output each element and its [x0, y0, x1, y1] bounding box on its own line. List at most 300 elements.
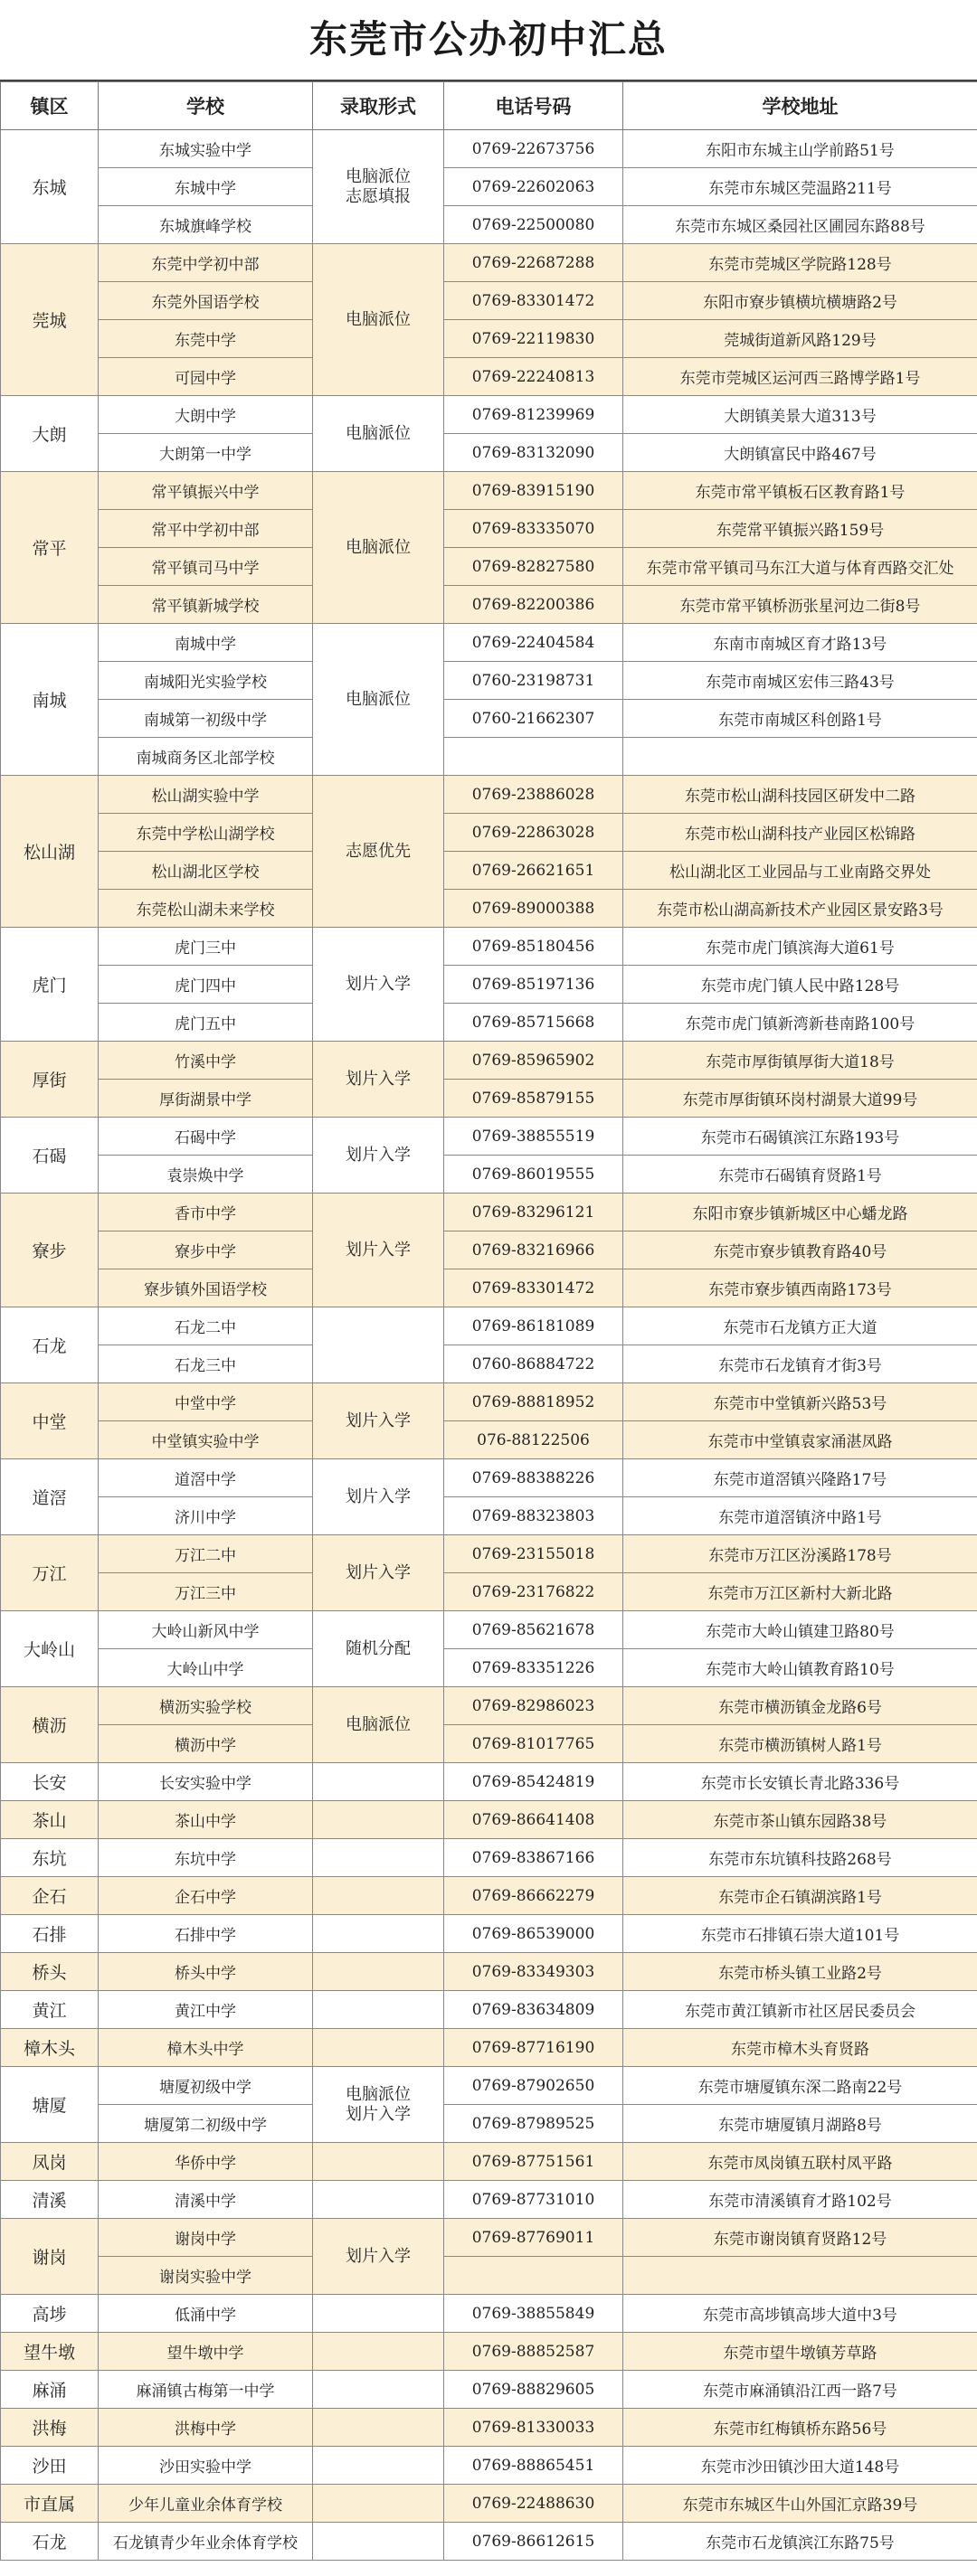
phone-cell: 0769-83301472 [444, 1269, 623, 1307]
town-cell: 塘厦 [1, 2067, 99, 2143]
town-cell: 长安 [1, 1763, 99, 1801]
phone-cell: 0769-22673756 [444, 130, 623, 168]
school-cell: 大岭山新风中学 [99, 1611, 313, 1649]
address-cell: 东莞市黄江镇新市社区居民委员会 [623, 1991, 977, 2029]
admission-method-cell [313, 2143, 444, 2181]
address-cell: 东莞市望牛墩镇芳草路 [623, 2333, 977, 2371]
table-row [1, 320, 977, 358]
town-cell: 中堂 [1, 1383, 99, 1459]
town-group [1, 2447, 977, 2485]
town-cell: 石龙 [1, 1307, 99, 1383]
town-group [1, 472, 977, 624]
table-row [1, 1763, 977, 1801]
school-cell: 常平镇新城学校 [99, 586, 313, 624]
address-cell: 东莞市道滘镇兴隆路17号 [623, 1459, 977, 1497]
table-row [1, 1231, 977, 1269]
address-cell: 大朗镇美景大道313号 [623, 396, 977, 434]
table-row [1, 1004, 977, 1042]
address-cell: 东莞市虎门镇滨海大道61号 [623, 928, 977, 966]
school-cell: 大朗中学 [99, 396, 313, 434]
town-group [1, 2067, 977, 2143]
admission-method-cell [313, 1763, 444, 1801]
admission-method-cell [313, 1991, 444, 2029]
school-cell: 望牛墩中学 [99, 2333, 313, 2371]
admission-method-cell [313, 1839, 444, 1877]
town-group [1, 1991, 977, 2029]
address-cell: 东莞市南城区科创路1号 [623, 700, 977, 738]
admission-method-cell [313, 2029, 444, 2067]
town-cell: 黄江 [1, 1991, 99, 2029]
school-cell: 黄江中学 [99, 1991, 313, 2029]
admission-method-cell [313, 1307, 444, 1383]
town-cell: 凤岗 [1, 2143, 99, 2181]
address-cell [623, 738, 977, 776]
phone-cell: 0769-88388226 [444, 1459, 623, 1497]
address-cell: 东莞市中堂镇袁家涌湛凤路 [623, 1421, 977, 1459]
school-cell: 东坑中学 [99, 1839, 313, 1877]
table-row [1, 662, 977, 700]
admission-method-cell: 划片入学 [313, 1459, 444, 1535]
table-row [1, 1383, 977, 1421]
school-cell: 东莞中学初中部 [99, 244, 313, 282]
phone-cell [444, 738, 623, 776]
town-cell: 谢岗 [1, 2219, 99, 2295]
town-cell: 望牛墩 [1, 2333, 99, 2371]
table-row [1, 2143, 977, 2181]
school-cell: 少年儿童业余体育学校 [99, 2485, 313, 2523]
school-cell: 谢岗中学 [99, 2219, 313, 2257]
school-cell: 中堂中学 [99, 1383, 313, 1421]
table-row [1, 358, 977, 396]
phone-cell: 0769-83349303 [444, 1953, 623, 1991]
phone-cell: 0769-88865451 [444, 2447, 623, 2485]
phone-cell: 0769-88323803 [444, 1497, 623, 1535]
table-row [1, 776, 977, 814]
town-group [1, 244, 977, 396]
address-cell: 东莞市横沥镇金龙路6号 [623, 1687, 977, 1725]
phone-cell: 076-88122506 [444, 1421, 623, 1459]
phone-cell: 0769-86019555 [444, 1156, 623, 1194]
town-group [1, 2029, 977, 2067]
header-school: 学校 [99, 82, 313, 130]
address-cell: 东莞市樟木头育贤路 [623, 2029, 977, 2067]
school-cell: 长安实验中学 [99, 1763, 313, 1801]
admission-method-cell [313, 2447, 444, 2485]
address-cell: 东莞市莞城区运河西三路博学路1号 [623, 358, 977, 396]
school-cell: 虎门五中 [99, 1004, 313, 1042]
phone-cell: 0769-87716190 [444, 2029, 623, 2067]
town-cell: 南城 [1, 624, 99, 776]
town-group [1, 2219, 977, 2295]
admission-method-cell: 划片入学 [313, 1194, 444, 1307]
admission-method-cell: 电脑派位 [313, 244, 444, 396]
address-cell: 东莞市企石镇湖滨路1号 [623, 1877, 977, 1915]
phone-cell: 0769-87751561 [444, 2143, 623, 2181]
school-cell: 寮步镇外国语学校 [99, 1269, 313, 1307]
table-row [1, 1535, 977, 1573]
town-cell: 大岭山 [1, 1611, 99, 1687]
address-cell: 东莞常平镇振兴路159号 [623, 510, 977, 548]
school-cell: 济川中学 [99, 1497, 313, 1535]
town-group [1, 2485, 977, 2523]
address-cell: 东莞市凤岗镇五联村凤平路 [623, 2143, 977, 2181]
school-cell: 石碣中学 [99, 1118, 313, 1156]
phone-cell: 0769-22602063 [444, 168, 623, 206]
school-cell: 石龙三中 [99, 1345, 313, 1383]
table-row [1, 2219, 977, 2257]
phone-cell: 0769-83351226 [444, 1649, 623, 1687]
town-group [1, 2409, 977, 2447]
address-cell: 东莞市东坑镇科技路268号 [623, 1839, 977, 1877]
admission-method-cell [313, 2181, 444, 2219]
school-cell: 万江三中 [99, 1573, 313, 1611]
address-cell: 东莞市石龙镇滨江东路75号 [623, 2523, 977, 2561]
admission-method-cell: 划片入学 [313, 1383, 444, 1459]
table-row [1, 1497, 977, 1535]
address-cell: 东莞市石龙镇育才街3号 [623, 1345, 977, 1383]
town-group [1, 2523, 977, 2561]
table-row [1, 1080, 977, 1118]
phone-cell: 0769-83132090 [444, 434, 623, 472]
phone-cell: 0769-38855519 [444, 1118, 623, 1156]
page-title: 东莞市公办初中汇总 [0, 0, 977, 81]
table-row [1, 510, 977, 548]
table-row [1, 738, 977, 776]
table-row [1, 1345, 977, 1383]
school-cell: 塘厦初级中学 [99, 2067, 313, 2105]
address-cell: 东莞市厚街镇环岗村湖景大道99号 [623, 1080, 977, 1118]
address-cell: 东莞市道滘镇济中路1号 [623, 1497, 977, 1535]
town-group [1, 776, 977, 928]
table-row [1, 2485, 977, 2523]
school-cell: 松山湖北区学校 [99, 852, 313, 890]
table-row [1, 1915, 977, 1953]
table-row [1, 1459, 977, 1497]
town-cell: 市直属 [1, 2485, 99, 2523]
phone-cell: 0760-86884722 [444, 1345, 623, 1383]
town-cell: 莞城 [1, 244, 99, 396]
address-cell: 东莞市谢岗镇育贤路12号 [623, 2219, 977, 2257]
phone-cell [444, 2257, 623, 2295]
phone-cell: 0769-86641408 [444, 1801, 623, 1839]
address-cell: 东阳市东城主山学前路51号 [623, 130, 977, 168]
phone-cell: 0760-23198731 [444, 662, 623, 700]
address-cell: 莞城街道新风路129号 [623, 320, 977, 358]
table-row [1, 1801, 977, 1839]
address-cell: 东莞市常平镇司马东江大道与体育西路交汇处 [623, 548, 977, 586]
phone-cell: 0769-22240813 [444, 358, 623, 396]
school-cell: 中堂镇实验中学 [99, 1421, 313, 1459]
table-row [1, 472, 977, 510]
table-header-row [1, 82, 977, 130]
address-cell: 东莞市东城区牛山外国汇京路39号 [623, 2485, 977, 2523]
school-cell: 横沥实验学校 [99, 1687, 313, 1725]
school-cell: 道滘中学 [99, 1459, 313, 1497]
table-row [1, 1194, 977, 1231]
school-cell: 东城中学 [99, 168, 313, 206]
school-cell: 大朗第一中学 [99, 434, 313, 472]
address-cell: 东莞市红梅镇桥东路56号 [623, 2409, 977, 2447]
phone-cell: 0769-83216966 [444, 1231, 623, 1269]
admission-method-cell [313, 1915, 444, 1953]
school-cell: 可园中学 [99, 358, 313, 396]
table-row [1, 814, 977, 852]
school-cell: 香市中学 [99, 1194, 313, 1231]
town-group [1, 2295, 977, 2333]
phone-cell: 0769-85424819 [444, 1763, 623, 1801]
admission-method-cell: 划片入学 [313, 1535, 444, 1611]
admission-method-cell [313, 1801, 444, 1839]
address-cell: 东莞市石碣镇滨江东路193号 [623, 1118, 977, 1156]
table-row [1, 928, 977, 966]
school-cell: 竹溪中学 [99, 1042, 313, 1080]
town-group [1, 2143, 977, 2181]
school-cell: 企石中学 [99, 1877, 313, 1915]
school-cell: 桥头中学 [99, 1953, 313, 1991]
admission-method-cell [313, 2409, 444, 2447]
header-town: 镇区 [1, 82, 99, 130]
table-row [1, 1649, 977, 1687]
town-cell: 松山湖 [1, 776, 99, 928]
school-cell: 虎门四中 [99, 966, 313, 1004]
phone-cell: 0769-89000388 [444, 890, 623, 928]
school-cell: 麻涌镇古梅第一中学 [99, 2371, 313, 2409]
town-cell: 常平 [1, 472, 99, 624]
table-row [1, 1991, 977, 2029]
phone-cell: 0769-87769011 [444, 2219, 623, 2257]
address-cell: 东莞市塘厦镇东深二路南22号 [623, 2067, 977, 2105]
header-address: 学校地址 [623, 82, 977, 130]
town-group [1, 1307, 977, 1383]
phone-cell: 0769-81239969 [444, 396, 623, 434]
phone-cell: 0769-22488630 [444, 2485, 623, 2523]
table-row [1, 2409, 977, 2447]
phone-cell: 0769-26621651 [444, 852, 623, 890]
school-cell: 樟木头中学 [99, 2029, 313, 2067]
phone-cell: 0760-21662307 [444, 700, 623, 738]
town-cell: 东坑 [1, 1839, 99, 1877]
table-row [1, 1953, 977, 1991]
table-row [1, 2181, 977, 2219]
admission-method-cell: 电脑派位 志愿填报 [313, 130, 444, 244]
phone-cell: 0769-88818952 [444, 1383, 623, 1421]
table-row [1, 168, 977, 206]
town-group [1, 1687, 977, 1763]
address-cell: 东莞市石碣镇育贤路1号 [623, 1156, 977, 1194]
town-cell: 石排 [1, 1915, 99, 1953]
phone-cell: 0769-82827580 [444, 548, 623, 586]
town-group [1, 1801, 977, 1839]
phone-cell: 0769-22500080 [444, 206, 623, 244]
address-cell: 东莞市寮步镇教育路40号 [623, 1231, 977, 1269]
phone-cell: 0769-87902650 [444, 2067, 623, 2105]
table-row [1, 1269, 977, 1307]
phone-cell: 0769-81017765 [444, 1725, 623, 1763]
table-row [1, 2067, 977, 2105]
address-cell: 东莞市万江区新村大新北路 [623, 1573, 977, 1611]
admission-method-cell: 划片入学 [313, 928, 444, 1042]
phone-cell: 0769-81330033 [444, 2409, 623, 2447]
town-group [1, 1042, 977, 1118]
address-cell: 东莞市松山湖科技产业园区松锦路 [623, 814, 977, 852]
phone-cell: 0769-22863028 [444, 814, 623, 852]
table-row [1, 852, 977, 890]
address-cell: 东莞市松山湖高新技术产业园区景安路3号 [623, 890, 977, 928]
table-row [1, 1118, 977, 1156]
address-cell: 东南市南城区育才路13号 [623, 624, 977, 662]
table-row [1, 282, 977, 320]
table-row [1, 1725, 977, 1763]
table-row [1, 1042, 977, 1080]
admission-method-cell: 电脑派位 [313, 624, 444, 776]
phone-cell: 0769-88852587 [444, 2333, 623, 2371]
town-cell: 石碣 [1, 1118, 99, 1194]
address-cell: 东莞市高埗镇高埗大道中3号 [623, 2295, 977, 2333]
town-cell: 虎门 [1, 928, 99, 1042]
town-cell: 高埗 [1, 2295, 99, 2333]
address-cell: 东莞市寮步镇西南路173号 [623, 1269, 977, 1307]
table-row [1, 1687, 977, 1725]
address-cell: 东莞市常平镇板石区教育路1号 [623, 472, 977, 510]
table-row [1, 966, 977, 1004]
admission-method-cell: 电脑派位 [313, 396, 444, 472]
table-row [1, 130, 977, 168]
table-row [1, 548, 977, 586]
admission-method-cell [313, 2485, 444, 2523]
school-cell: 沙田实验中学 [99, 2447, 313, 2485]
school-cell: 东城实验中学 [99, 130, 313, 168]
phone-cell: 0769-22687288 [444, 244, 623, 282]
admission-method-cell: 志愿优先 [313, 776, 444, 928]
town-group [1, 1459, 977, 1535]
admission-method-cell [313, 2371, 444, 2409]
phone-cell: 0769-87989525 [444, 2105, 623, 2143]
school-cell: 常平镇司马中学 [99, 548, 313, 586]
school-cell: 东莞中学 [99, 320, 313, 358]
town-cell: 横沥 [1, 1687, 99, 1763]
town-group [1, 1611, 977, 1687]
town-group [1, 2371, 977, 2409]
address-cell: 松山湖北区工业园品与工业南路交界处 [623, 852, 977, 890]
school-cell: 寮步中学 [99, 1231, 313, 1269]
header-phone: 电话号码 [444, 82, 623, 130]
phone-cell: 0769-86612615 [444, 2523, 623, 2561]
admission-method-cell: 电脑派位 [313, 472, 444, 624]
phone-cell: 0769-83634809 [444, 1991, 623, 2029]
address-cell: 东莞市中堂镇新兴路53号 [623, 1383, 977, 1421]
schools-table [0, 81, 977, 2561]
phone-cell: 0769-82986023 [444, 1687, 623, 1725]
phone-cell: 0769-85180456 [444, 928, 623, 966]
address-cell: 东莞市大岭山镇建卫路80号 [623, 1611, 977, 1649]
school-cell: 南城商务区北部学校 [99, 738, 313, 776]
address-cell: 东莞市桥头镇工业路2号 [623, 1953, 977, 1991]
phone-cell: 0769-23886028 [444, 776, 623, 814]
address-cell: 东莞市麻涌镇沿江西一路7号 [623, 2371, 977, 2409]
phone-cell: 0769-85879155 [444, 1080, 623, 1118]
admission-method-cell [313, 1953, 444, 1991]
admission-method-cell [313, 2295, 444, 2333]
town-group [1, 624, 977, 776]
town-group [1, 1118, 977, 1194]
phone-cell: 0769-87731010 [444, 2181, 623, 2219]
table-row [1, 624, 977, 662]
phone-cell: 0769-38855849 [444, 2295, 623, 2333]
phone-cell: 0769-83301472 [444, 282, 623, 320]
school-cell: 华侨中学 [99, 2143, 313, 2181]
admission-method-cell: 随机分配 [313, 1611, 444, 1687]
table-row [1, 2295, 977, 2333]
school-cell: 东莞松山湖未来学校 [99, 890, 313, 928]
phone-cell: 0769-22119830 [444, 320, 623, 358]
address-cell: 东阳市寮步镇新城区中心蟠龙路 [623, 1194, 977, 1231]
school-cell: 南城阳光实验学校 [99, 662, 313, 700]
address-cell: 东莞市虎门镇新湾新巷南路100号 [623, 1004, 977, 1042]
town-cell: 寮步 [1, 1194, 99, 1307]
phone-cell: 0769-22404584 [444, 624, 623, 662]
town-cell: 万江 [1, 1535, 99, 1611]
school-cell: 虎门三中 [99, 928, 313, 966]
address-cell [623, 2257, 977, 2295]
address-cell: 东莞市石排镇石崇大道101号 [623, 1915, 977, 1953]
table-row [1, 1839, 977, 1877]
town-cell: 桥头 [1, 1953, 99, 1991]
town-cell: 麻涌 [1, 2371, 99, 2409]
school-cell: 南城中学 [99, 624, 313, 662]
address-cell: 东莞市东城区莞温路211号 [623, 168, 977, 206]
school-cell: 横沥中学 [99, 1725, 313, 1763]
phone-cell: 0769-23155018 [444, 1535, 623, 1573]
address-cell: 大朗镇富民中路467号 [623, 434, 977, 472]
school-cell: 石龙镇青少年业余体育学校 [99, 2523, 313, 2561]
phone-cell: 0769-83867166 [444, 1839, 623, 1877]
phone-cell: 0769-86539000 [444, 1915, 623, 1953]
admission-method-cell: 划片入学 [313, 1042, 444, 1118]
phone-cell: 0769-23176822 [444, 1573, 623, 1611]
admission-method-cell: 电脑派位 划片入学 [313, 2067, 444, 2143]
table-row [1, 396, 977, 434]
address-cell: 东莞市塘厦镇月湖路8号 [623, 2105, 977, 2143]
town-group [1, 1383, 977, 1459]
phone-cell: 0769-85621678 [444, 1611, 623, 1649]
table-row [1, 2257, 977, 2295]
town-cell: 东城 [1, 130, 99, 244]
admission-method-cell: 划片入学 [313, 2219, 444, 2295]
town-group [1, 2181, 977, 2219]
table-row [1, 2371, 977, 2409]
town-cell: 企石 [1, 1877, 99, 1915]
address-cell: 东莞市常平镇桥沥张星河边二街8号 [623, 586, 977, 624]
phone-cell: 0769-85715668 [444, 1004, 623, 1042]
town-group [1, 1839, 977, 1877]
table-row [1, 244, 977, 282]
table-row [1, 2333, 977, 2371]
phone-cell: 0769-82200386 [444, 586, 623, 624]
school-cell: 松山湖实验中学 [99, 776, 313, 814]
address-cell: 东莞市南城区宏伟三路43号 [623, 662, 977, 700]
address-cell: 东莞市大岭山镇教育路10号 [623, 1649, 977, 1687]
school-cell: 东城旗峰学校 [99, 206, 313, 244]
town-cell: 石龙 [1, 2523, 99, 2561]
school-cell: 常平镇振兴中学 [99, 472, 313, 510]
school-cell: 洪梅中学 [99, 2409, 313, 2447]
table-row [1, 1877, 977, 1915]
address-cell: 东莞市松山湖科技园区研发中二路 [623, 776, 977, 814]
address-cell: 东莞市莞城区学院路128号 [623, 244, 977, 282]
school-cell: 大岭山中学 [99, 1649, 313, 1687]
town-cell: 樟木头 [1, 2029, 99, 2067]
address-cell: 东莞市清溪镇育才路102号 [623, 2181, 977, 2219]
